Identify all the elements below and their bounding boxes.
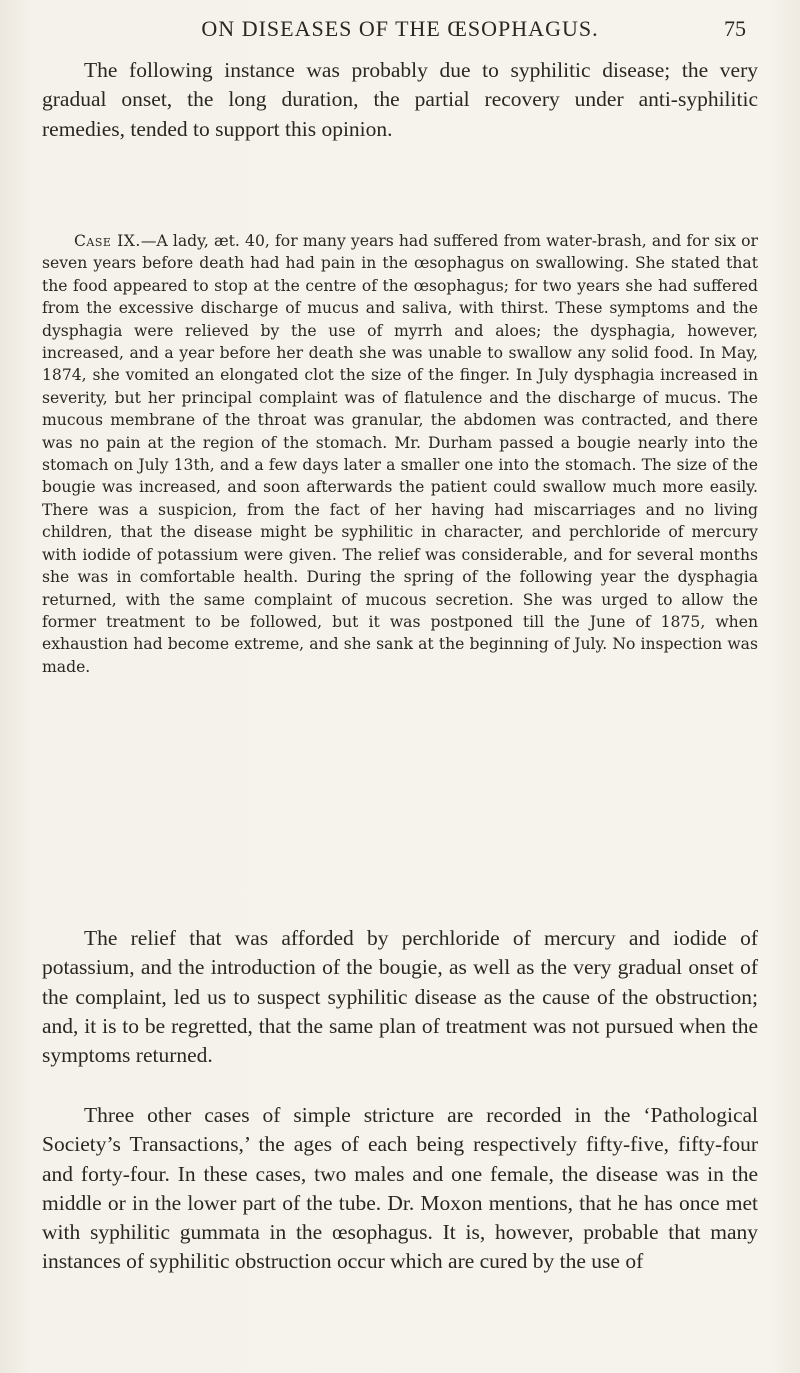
page-number: 75 bbox=[724, 16, 746, 41]
case-body: —A lady, æt. 40, for many years had suffered from water-brash, and for six or seven years before death had had pain in the œsophagus on swallowing. She stated that the food appeared to stop at the centre of the œsophagus; for two years she had suffered from the excessive discharge of mucus and saliva, with thirst. These symptoms and the dysphagia were relieved by the use of myrrh and aloes; the dysphagia, however, increased, and a year before her death she was unable to swallow any solid food. In May, 1874, she vomited an elongated clot the size of the finger. In July dysphagia increased in severity, but her principal complaint was of flatulence and the discharge of mucus. The mucous membrane of the throat was granular, the abdomen was contracted, and there was no pain at the region of the stomach. Mr. Durham passed a bougie nearly into the stomach on July 13th, and a few days later a smaller one into the stomach. The size of the bougie was increased, and soon afterwards the patient could swallow much more easily. There was a suspicion, from the fact of her having had miscarriages and no living children, that the disease might be syphilitic in character, and perchloride of mercury with iodide of potassium were given. The relief was considerable, and for several months she was in comfortable health. During the spring of the following year the dysphagia returned, with the same complaint of mucous secretion. She was urged to allow the former treatment to be followed, but it was postponed till the June of 1875, when exhaustion had become extreme, and she sank at the beginning of July. No inspection was made. bbox=[42, 232, 758, 676]
running-title: ON DISEASES OF THE ŒSOPHAGUS. bbox=[201, 16, 599, 41]
paragraph-intro: The following instance was probably due to syphilitic disease; the very gradual onset, the long duration, the partial recovery under anti-syphilitic remedies, tended to support this opinion. bbox=[42, 58, 758, 141]
paragraph-relief: The relief that was afforded by perchloride of mercury and iodide of potassium, and the introduction of the bougie, as well as the very gradual onset of the complaint, led us to suspect syphilitic disease as the cause of the obstruction; and, it is to be regretted, that the same plan of treatment was not pursued when the symptoms returned. bbox=[42, 926, 758, 1068]
case-label: Case IX. bbox=[74, 232, 141, 250]
paragraph-three-cases: Three other cases of simple stricture are recorded in the ‘Pathological Society’s Transactions,’ the ages of each being respectively fifty-five, fifty-four and forty-four. In these cases, two males and one female, the disease was in the middle or in the lower part of the tube. Dr. Moxon mentions, that he has once met with syphilitic gummata in the œsophagus. It is, however, probable that many instances of syphilitic obstruction occur which are cured by the use of bbox=[42, 1103, 758, 1274]
case-report bbox=[42, 230, 758, 678]
running-head bbox=[40, 12, 760, 46]
